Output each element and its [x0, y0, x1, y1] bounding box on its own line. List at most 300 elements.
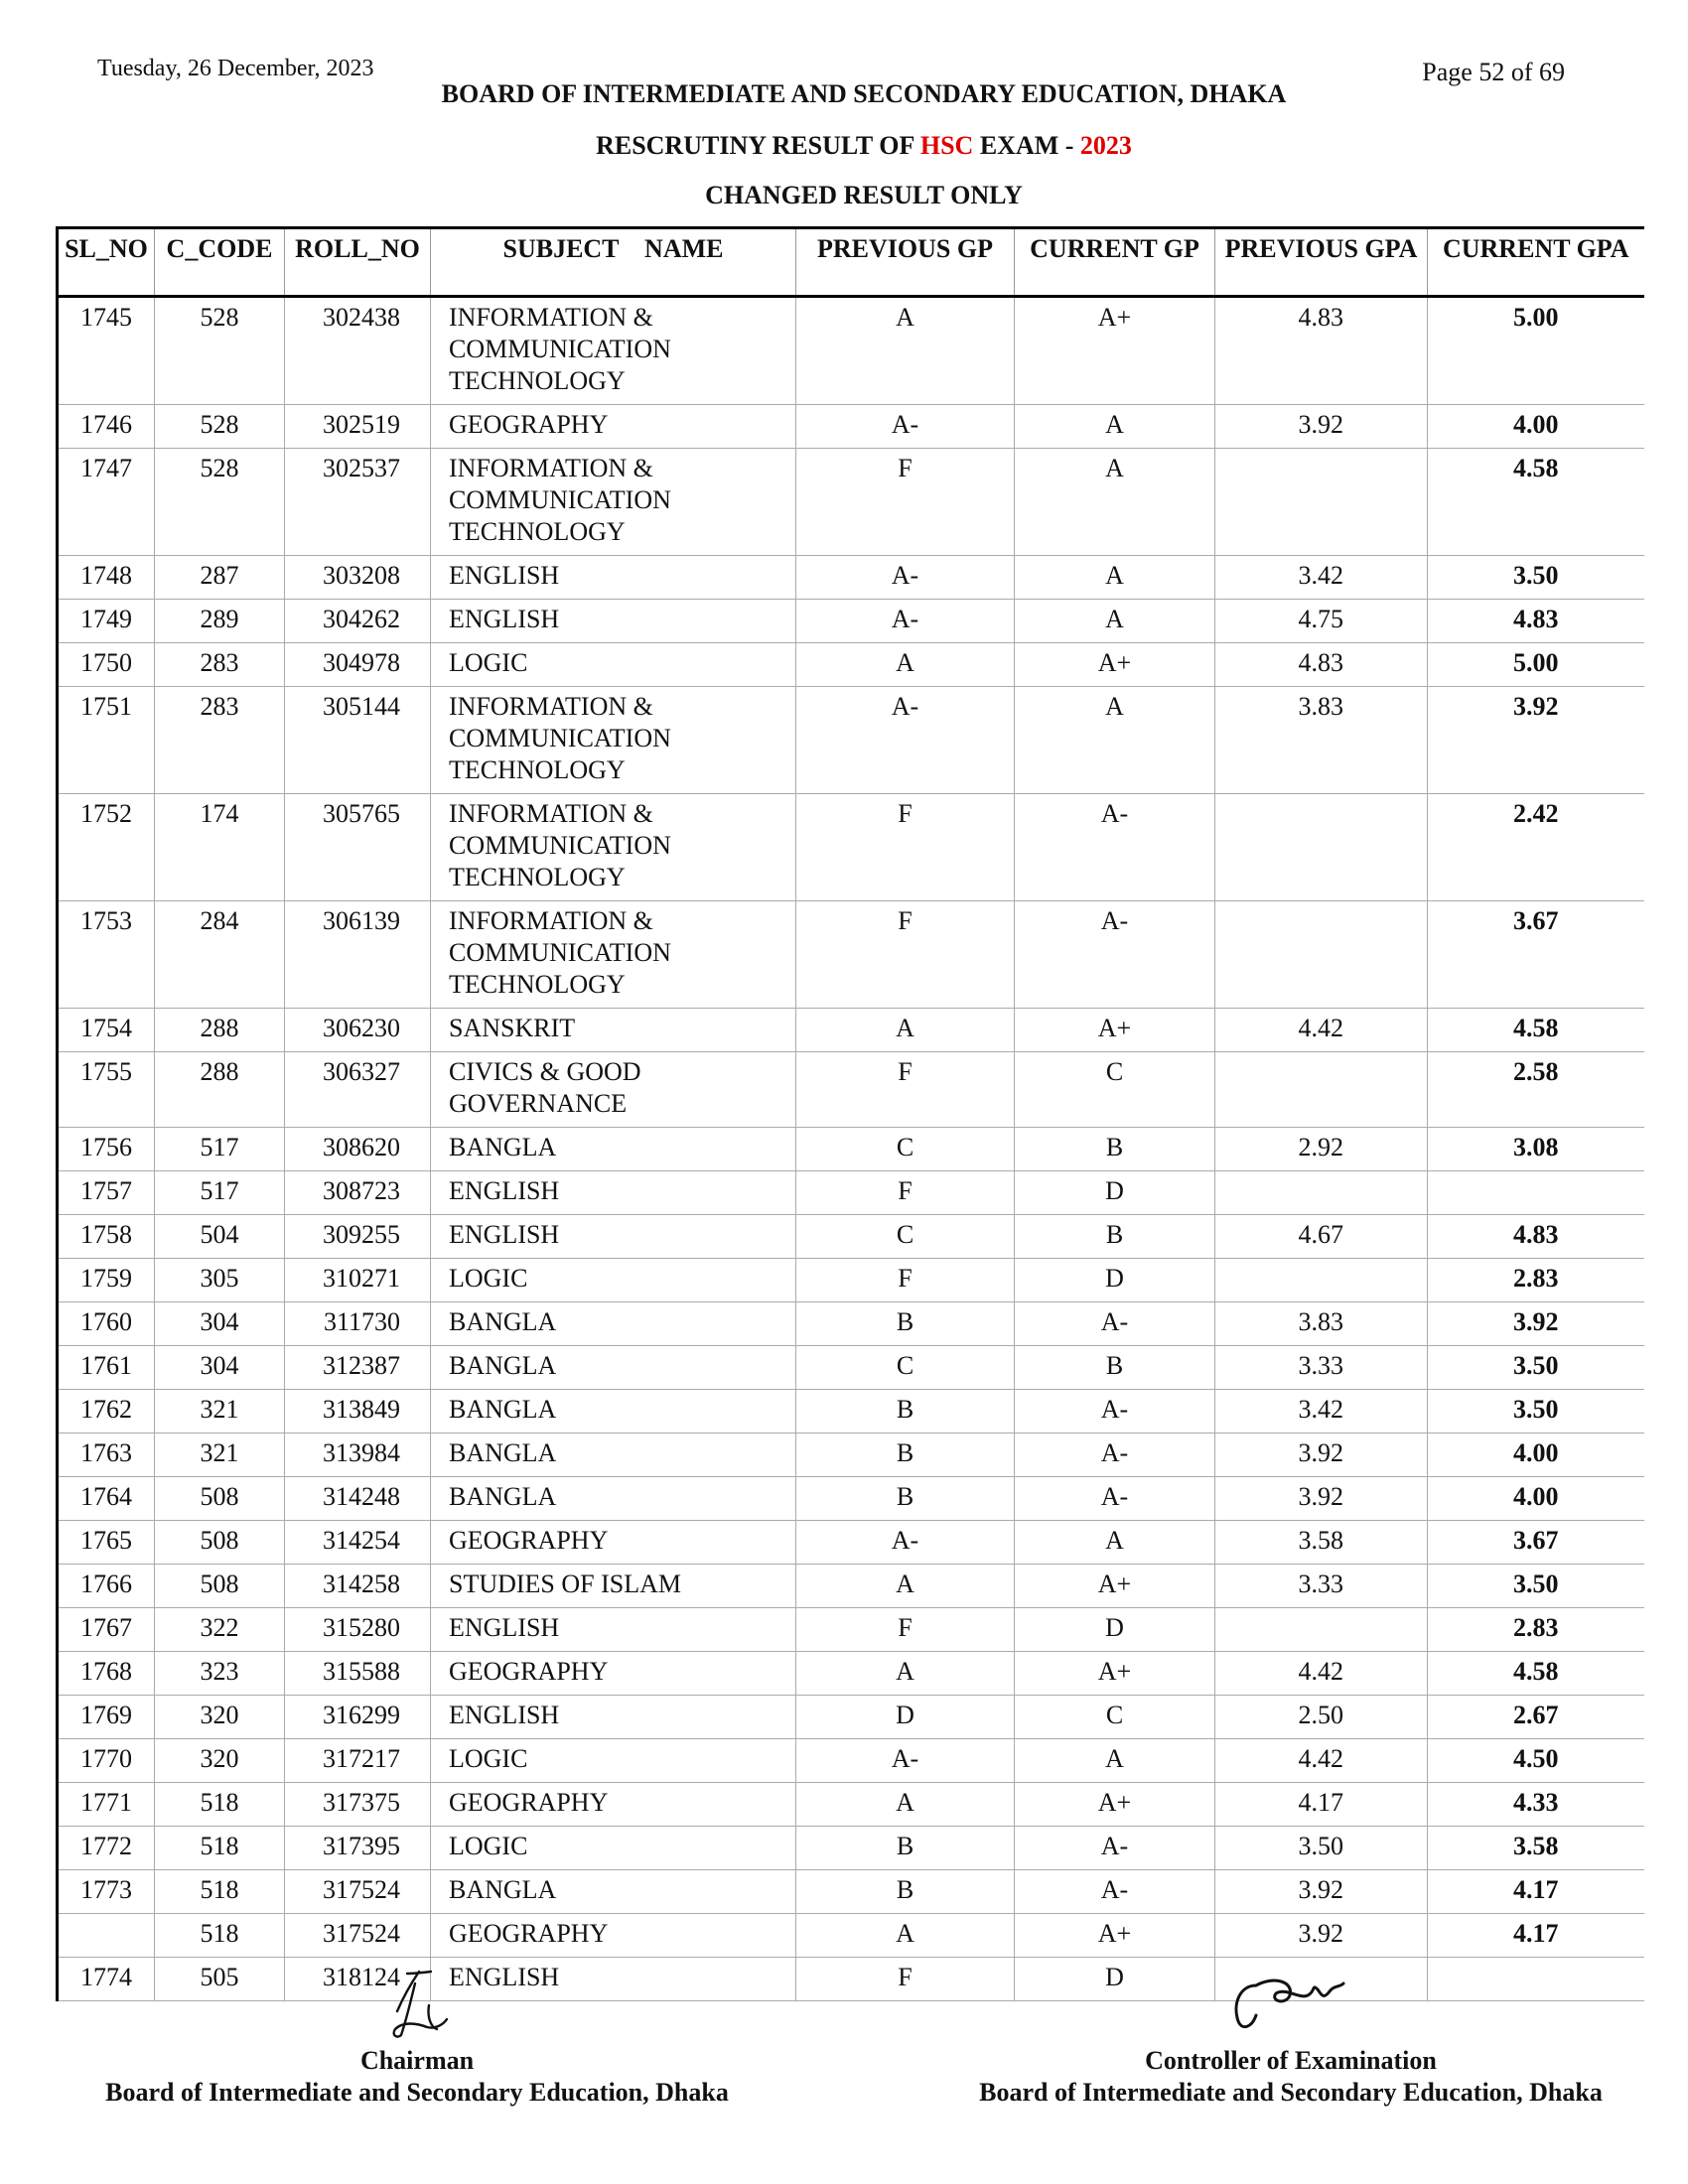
previous-gp-cell: B: [796, 1433, 1015, 1477]
roll-no-cell: 309255: [285, 1215, 431, 1259]
sl-no-cell: 1765: [58, 1521, 155, 1565]
sl-no-cell: 1750: [58, 643, 155, 687]
c-code-cell: 320: [155, 1696, 285, 1739]
controller-organization: Board of Intermediate and Secondary Education, Dhaka: [979, 2078, 1603, 2107]
previous-gp-cell: A: [796, 1652, 1015, 1696]
current-gpa-cell: 3.50: [1428, 1390, 1644, 1433]
current-gp-cell: A: [1015, 556, 1215, 600]
current-gpa-cell: 3.50: [1428, 556, 1644, 600]
sl-no-cell: 1747: [58, 449, 155, 556]
roll-no-cell: 304978: [285, 643, 431, 687]
current-gpa-cell: 3.67: [1428, 1521, 1644, 1565]
subject-name-cell: BANGLA: [431, 1870, 796, 1914]
roll-no-cell: 317395: [285, 1827, 431, 1870]
roll-no-cell: 306327: [285, 1052, 431, 1128]
roll-no-cell: 317524: [285, 1870, 431, 1914]
current-gp-cell: A+: [1015, 1009, 1215, 1052]
previous-gpa-cell: 3.58: [1215, 1521, 1428, 1565]
previous-gpa-cell: 3.50: [1215, 1827, 1428, 1870]
current-gp-cell: A-: [1015, 1477, 1215, 1521]
sl-no-cell: 1763: [58, 1433, 155, 1477]
current-gp-cell: A+: [1015, 1783, 1215, 1827]
table-row: [58, 1302, 1644, 1346]
sl-no-cell: 1751: [58, 687, 155, 794]
previous-gpa-cell: 3.92: [1215, 1477, 1428, 1521]
current-gp-cell: A-: [1015, 1827, 1215, 1870]
sl-no-cell: 1756: [58, 1128, 155, 1171]
current-gpa-cell: 5.00: [1428, 643, 1644, 687]
table-row: [58, 1346, 1644, 1390]
subject-name-cell: ENGLISH: [431, 556, 796, 600]
c-code-cell: 504: [155, 1215, 285, 1259]
subject-name-cell: BANGLA: [431, 1477, 796, 1521]
roll-no-cell: 306230: [285, 1009, 431, 1052]
sl-no-cell: 1774: [58, 1958, 155, 2001]
current-gp-cell: B: [1015, 1346, 1215, 1390]
subject-name-cell: BANGLA: [431, 1433, 796, 1477]
table-row: [58, 1914, 1644, 1958]
previous-gp-cell: B: [796, 1302, 1015, 1346]
chairman-title: Chairman: [359, 2046, 475, 2075]
report-date: Tuesday, 26 December, 2023: [97, 56, 374, 81]
current-gpa-cell: 2.83: [1428, 1259, 1644, 1302]
roll-no-cell: 317217: [285, 1739, 431, 1783]
roll-no-cell: 311730: [285, 1302, 431, 1346]
page-number: Page 52 of 69: [1422, 58, 1565, 86]
result-subtitle: CHANGED RESULT ONLY: [705, 181, 1023, 209]
c-code-cell: 518: [155, 1783, 285, 1827]
sl-no-cell: 1770: [58, 1739, 155, 1783]
previous-gpa-cell: 3.83: [1215, 687, 1428, 794]
chairman-signature-block: [60, 1956, 774, 2109]
current-gp-cell: B: [1015, 1128, 1215, 1171]
roll-no-cell: 318124: [285, 1958, 431, 2001]
result-mid: EXAM -: [973, 131, 1080, 160]
current-gpa-cell: 4.83: [1428, 1215, 1644, 1259]
current-gpa-cell: 5.00: [1428, 297, 1644, 405]
previous-gpa-cell: 4.42: [1215, 1652, 1428, 1696]
subject-name-cell: ENGLISH: [431, 1958, 796, 2001]
previous-gpa-cell: [1215, 1259, 1428, 1302]
c-code-cell: 321: [155, 1390, 285, 1433]
subject-name-cell: LOGIC: [431, 1259, 796, 1302]
previous-gp-cell: C: [796, 1346, 1015, 1390]
c-code-cell: 283: [155, 687, 285, 794]
current-gp-cell: B: [1015, 1215, 1215, 1259]
table-row: [58, 1739, 1644, 1783]
current-gpa-cell: 3.50: [1428, 1565, 1644, 1608]
current-gpa-cell: 3.92: [1428, 1302, 1644, 1346]
c-code-cell: 304: [155, 1346, 285, 1390]
table-row: [58, 1390, 1644, 1433]
roll-no-cell: 314248: [285, 1477, 431, 1521]
controller-title: Controller of Examination: [1145, 2046, 1437, 2075]
c-code-cell: 323: [155, 1652, 285, 1696]
column-header: SL_NO: [58, 228, 155, 297]
roll-no-cell: 317524: [285, 1914, 431, 1958]
current-gp-cell: A+: [1015, 1652, 1215, 1696]
c-code-cell: 304: [155, 1302, 285, 1346]
sl-no-cell: 1759: [58, 1259, 155, 1302]
c-code-cell: 505: [155, 1958, 285, 2001]
current-gpa-cell: 3.50: [1428, 1346, 1644, 1390]
previous-gp-cell: A: [796, 297, 1015, 405]
chairman-organization: Board of Intermediate and Secondary Education, Dhaka: [105, 2078, 729, 2107]
roll-no-cell: 315280: [285, 1608, 431, 1652]
subject-name-cell: LOGIC: [431, 1739, 796, 1783]
current-gpa-cell: [1428, 1171, 1644, 1215]
roll-no-cell: 314258: [285, 1565, 431, 1608]
roll-no-cell: 313984: [285, 1433, 431, 1477]
c-code-cell: 508: [155, 1477, 285, 1521]
previous-gpa-cell: 3.92: [1215, 1870, 1428, 1914]
previous-gp-cell: F: [796, 1171, 1015, 1215]
current-gpa-cell: 4.00: [1428, 1477, 1644, 1521]
previous-gp-cell: C: [796, 1215, 1015, 1259]
subject-name-cell: ENGLISH: [431, 600, 796, 643]
sl-no-cell: 1768: [58, 1652, 155, 1696]
current-gp-cell: A-: [1015, 901, 1215, 1009]
current-gp-cell: A: [1015, 687, 1215, 794]
sl-no-cell: 1767: [58, 1608, 155, 1652]
current-gp-cell: A+: [1015, 643, 1215, 687]
current-gp-cell: A-: [1015, 1302, 1215, 1346]
previous-gp-cell: A: [796, 643, 1015, 687]
table-row: [58, 1565, 1644, 1608]
sl-no-cell: 1769: [58, 1696, 155, 1739]
subject-name-cell: GEOGRAPHY: [431, 1652, 796, 1696]
subject-name-cell: ENGLISH: [431, 1215, 796, 1259]
current-gp-cell: A+: [1015, 297, 1215, 405]
c-code-cell: 322: [155, 1608, 285, 1652]
sl-no-cell: 1745: [58, 297, 155, 405]
previous-gp-cell: A-: [796, 1739, 1015, 1783]
roll-no-cell: 303208: [285, 556, 431, 600]
c-code-cell: 517: [155, 1128, 285, 1171]
current-gp-cell: D: [1015, 1259, 1215, 1302]
previous-gpa-cell: 2.50: [1215, 1696, 1428, 1739]
table-row: [58, 600, 1644, 643]
current-gpa-cell: 3.67: [1428, 901, 1644, 1009]
subject-name-cell: LOGIC: [431, 643, 796, 687]
roll-no-cell: 305765: [285, 794, 431, 901]
subject-name-cell: INFORMATION & COMMUNICATION TECHNOLOGY: [431, 901, 796, 1009]
roll-no-cell: 304262: [285, 600, 431, 643]
previous-gp-cell: B: [796, 1390, 1015, 1433]
table-row: [58, 1608, 1644, 1652]
table-row: [58, 1870, 1644, 1914]
previous-gp-cell: A-: [796, 556, 1015, 600]
table-row: [58, 1171, 1644, 1215]
current-gpa-cell: 2.67: [1428, 1696, 1644, 1739]
c-code-cell: 320: [155, 1739, 285, 1783]
sl-no-cell: 1752: [58, 794, 155, 901]
current-gp-cell: C: [1015, 1696, 1215, 1739]
current-gpa-cell: 4.50: [1428, 1739, 1644, 1783]
current-gpa-cell: 4.00: [1428, 405, 1644, 449]
subject-name-cell: LOGIC: [431, 1827, 796, 1870]
current-gp-cell: A-: [1015, 1433, 1215, 1477]
subject-name-cell: ENGLISH: [431, 1696, 796, 1739]
previous-gpa-cell: [1215, 1608, 1428, 1652]
sl-no-cell: [58, 1914, 155, 1958]
previous-gpa-cell: 3.83: [1215, 1302, 1428, 1346]
column-header: PREVIOUS GP: [796, 228, 1015, 297]
current-gpa-cell: 4.58: [1428, 1009, 1644, 1052]
board-title: BOARD OF INTERMEDIATE AND SECONDARY EDUCATION, DHAKA: [441, 79, 1287, 108]
subject-name-cell: SANSKRIT: [431, 1009, 796, 1052]
sl-no-cell: 1766: [58, 1565, 155, 1608]
previous-gpa-cell: 4.67: [1215, 1215, 1428, 1259]
previous-gp-cell: F: [796, 1958, 1015, 2001]
table-row: [58, 1009, 1644, 1052]
previous-gpa-cell: 2.92: [1215, 1128, 1428, 1171]
current-gpa-cell: 4.17: [1428, 1870, 1644, 1914]
subject-name-cell: INFORMATION & COMMUNICATION TECHNOLOGY: [431, 794, 796, 901]
sl-no-cell: 1764: [58, 1477, 155, 1521]
sl-no-cell: 1772: [58, 1827, 155, 1870]
sl-no-cell: 1753: [58, 901, 155, 1009]
c-code-cell: 305: [155, 1259, 285, 1302]
current-gpa-cell: 4.58: [1428, 449, 1644, 556]
previous-gp-cell: A: [796, 1783, 1015, 1827]
roll-no-cell: 310271: [285, 1259, 431, 1302]
previous-gp-cell: B: [796, 1827, 1015, 1870]
table-row: [58, 1052, 1644, 1128]
roll-no-cell: 316299: [285, 1696, 431, 1739]
subject-name-cell: ENGLISH: [431, 1171, 796, 1215]
subject-name-cell: BANGLA: [431, 1346, 796, 1390]
roll-no-cell: 308620: [285, 1128, 431, 1171]
current-gpa-cell: 4.33: [1428, 1783, 1644, 1827]
current-gp-cell: A-: [1015, 1870, 1215, 1914]
previous-gpa-cell: 3.42: [1215, 556, 1428, 600]
sl-no-cell: 1761: [58, 1346, 155, 1390]
sl-no-cell: 1760: [58, 1302, 155, 1346]
column-header: CURRENT GP: [1015, 228, 1215, 297]
current-gpa-cell: 3.58: [1428, 1827, 1644, 1870]
previous-gp-cell: A: [796, 1565, 1015, 1608]
current-gpa-cell: 4.00: [1428, 1433, 1644, 1477]
sl-no-cell: 1749: [58, 600, 155, 643]
previous-gp-cell: A-: [796, 600, 1015, 643]
c-code-cell: 289: [155, 600, 285, 643]
previous-gpa-cell: 3.92: [1215, 1433, 1428, 1477]
table-header-row: [58, 228, 1644, 297]
previous-gpa-cell: 3.92: [1215, 405, 1428, 449]
results-table-body: [58, 297, 1644, 2001]
c-code-cell: 288: [155, 1052, 285, 1128]
c-code-cell: 174: [155, 794, 285, 901]
roll-no-cell: 315588: [285, 1652, 431, 1696]
current-gpa-cell: 4.83: [1428, 600, 1644, 643]
previous-gp-cell: B: [796, 1870, 1015, 1914]
c-code-cell: 518: [155, 1870, 285, 1914]
subject-name-cell: GEOGRAPHY: [431, 1783, 796, 1827]
table-row: [58, 643, 1644, 687]
previous-gpa-cell: 4.42: [1215, 1009, 1428, 1052]
current-gp-cell: A-: [1015, 794, 1215, 901]
previous-gp-cell: B: [796, 1477, 1015, 1521]
current-gp-cell: A: [1015, 1739, 1215, 1783]
roll-no-cell: 306139: [285, 901, 431, 1009]
previous-gpa-cell: 4.42: [1215, 1739, 1428, 1783]
previous-gp-cell: A-: [796, 405, 1015, 449]
table-row: [58, 449, 1644, 556]
c-code-cell: 518: [155, 1827, 285, 1870]
current-gp-cell: A: [1015, 405, 1215, 449]
previous-gpa-cell: 4.83: [1215, 297, 1428, 405]
column-header: SUBJECT NAME: [431, 228, 796, 297]
previous-gp-cell: F: [796, 1052, 1015, 1128]
current-gp-cell: A-: [1015, 1390, 1215, 1433]
current-gp-cell: A: [1015, 449, 1215, 556]
previous-gp-cell: A: [796, 1009, 1015, 1052]
previous-gpa-cell: [1215, 449, 1428, 556]
c-code-cell: 284: [155, 901, 285, 1009]
previous-gpa-cell: 4.83: [1215, 643, 1428, 687]
subject-name-cell: STUDIES OF ISLAM: [431, 1565, 796, 1608]
previous-gp-cell: F: [796, 1608, 1015, 1652]
table-row: [58, 1696, 1644, 1739]
result-title: [0, 131, 1688, 161]
table-row: [58, 1652, 1644, 1696]
chairman-signature: [60, 1956, 774, 2045]
current-gp-cell: A+: [1015, 1565, 1215, 1608]
exam-year: 2023: [1079, 131, 1132, 160]
previous-gpa-cell: 3.92: [1215, 1914, 1428, 1958]
current-gpa-cell: 2.58: [1428, 1052, 1644, 1128]
current-gpa-cell: 4.58: [1428, 1652, 1644, 1696]
table-row: [58, 1477, 1644, 1521]
roll-no-cell: 302519: [285, 405, 431, 449]
table-row: [58, 556, 1644, 600]
subject-name-cell: BANGLA: [431, 1128, 796, 1171]
c-code-cell: 508: [155, 1565, 285, 1608]
subject-name-cell: CIVICS & GOOD GOVERNANCE: [431, 1052, 796, 1128]
previous-gp-cell: F: [796, 1259, 1015, 1302]
subject-name-cell: INFORMATION & COMMUNICATION TECHNOLOGY: [431, 297, 796, 405]
current-gp-cell: A: [1015, 600, 1215, 643]
table-row: [58, 1783, 1644, 1827]
roll-no-cell: 313849: [285, 1390, 431, 1433]
subject-name-cell: GEOGRAPHY: [431, 405, 796, 449]
previous-gpa-cell: [1215, 1052, 1428, 1128]
current-gp-cell: D: [1015, 1958, 1215, 2001]
sl-no-cell: 1754: [58, 1009, 155, 1052]
roll-no-cell: 305144: [285, 687, 431, 794]
result-prefix: RESCRUTINY RESULT OF: [596, 131, 920, 160]
subject-name-cell: INFORMATION & COMMUNICATION TECHNOLOGY: [431, 449, 796, 556]
current-gpa-cell: 3.08: [1428, 1128, 1644, 1171]
roll-no-cell: 308723: [285, 1171, 431, 1215]
previous-gp-cell: F: [796, 449, 1015, 556]
c-code-cell: 283: [155, 643, 285, 687]
previous-gpa-cell: 4.17: [1215, 1783, 1428, 1827]
c-code-cell: 528: [155, 297, 285, 405]
sl-no-cell: 1771: [58, 1783, 155, 1827]
current-gp-cell: A: [1015, 1521, 1215, 1565]
previous-gp-cell: A-: [796, 1521, 1015, 1565]
current-gp-cell: D: [1015, 1171, 1215, 1215]
current-gpa-cell: 4.17: [1428, 1914, 1644, 1958]
column-header: PREVIOUS GPA: [1215, 228, 1428, 297]
previous-gpa-cell: 4.75: [1215, 600, 1428, 643]
c-code-cell: 518: [155, 1914, 285, 1958]
roll-no-cell: 302438: [285, 297, 431, 405]
table-row: [58, 1259, 1644, 1302]
current-gpa-cell: 2.42: [1428, 794, 1644, 901]
subject-name-cell: INFORMATION & COMMUNICATION TECHNOLOGY: [431, 687, 796, 794]
controller-signature: [933, 1956, 1648, 2045]
column-header: ROLL_NO: [285, 228, 431, 297]
c-code-cell: 528: [155, 449, 285, 556]
column-header: CURRENT GPA: [1428, 228, 1644, 297]
sl-no-cell: 1757: [58, 1171, 155, 1215]
c-code-cell: 321: [155, 1433, 285, 1477]
results-table: [56, 226, 1644, 2001]
c-code-cell: 287: [155, 556, 285, 600]
current-gpa-cell: 3.92: [1428, 687, 1644, 794]
previous-gpa-cell: 3.33: [1215, 1346, 1428, 1390]
c-code-cell: 517: [155, 1171, 285, 1215]
table-row: [58, 1521, 1644, 1565]
controller-signature-block: [933, 1956, 1648, 2109]
table-row: [58, 1433, 1644, 1477]
previous-gp-cell: F: [796, 794, 1015, 901]
c-code-cell: 508: [155, 1521, 285, 1565]
current-gp-cell: D: [1015, 1608, 1215, 1652]
table-row: [58, 901, 1644, 1009]
previous-gpa-cell: 3.42: [1215, 1390, 1428, 1433]
c-code-cell: 528: [155, 405, 285, 449]
previous-gpa-cell: [1215, 794, 1428, 901]
table-row: [58, 687, 1644, 794]
sl-no-cell: 1748: [58, 556, 155, 600]
previous-gp-cell: A: [796, 1914, 1015, 1958]
previous-gp-cell: C: [796, 1128, 1015, 1171]
previous-gpa-cell: [1215, 1171, 1428, 1215]
subject-name-cell: GEOGRAPHY: [431, 1521, 796, 1565]
sl-no-cell: 1762: [58, 1390, 155, 1433]
sl-no-cell: 1758: [58, 1215, 155, 1259]
roll-no-cell: 317375: [285, 1783, 431, 1827]
table-row: [58, 1128, 1644, 1171]
roll-no-cell: 314254: [285, 1521, 431, 1565]
sl-no-cell: 1755: [58, 1052, 155, 1128]
previous-gp-cell: F: [796, 901, 1015, 1009]
sl-no-cell: 1773: [58, 1870, 155, 1914]
subject-name-cell: GEOGRAPHY: [431, 1914, 796, 1958]
previous-gp-cell: D: [796, 1696, 1015, 1739]
roll-no-cell: 312387: [285, 1346, 431, 1390]
table-row: [58, 1827, 1644, 1870]
table-row: [58, 794, 1644, 901]
c-code-cell: 288: [155, 1009, 285, 1052]
previous-gp-cell: A-: [796, 687, 1015, 794]
column-header: C_CODE: [155, 228, 285, 297]
subject-name-cell: BANGLA: [431, 1390, 796, 1433]
exam-name: HSC: [919, 131, 974, 160]
roll-no-cell: 302537: [285, 449, 431, 556]
current-gpa-cell: 2.83: [1428, 1608, 1644, 1652]
current-gp-cell: C: [1015, 1052, 1215, 1128]
table-row: [58, 297, 1644, 405]
previous-gpa-cell: 3.33: [1215, 1565, 1428, 1608]
previous-gpa-cell: [1215, 901, 1428, 1009]
sl-no-cell: 1746: [58, 405, 155, 449]
table-row: [58, 405, 1644, 449]
